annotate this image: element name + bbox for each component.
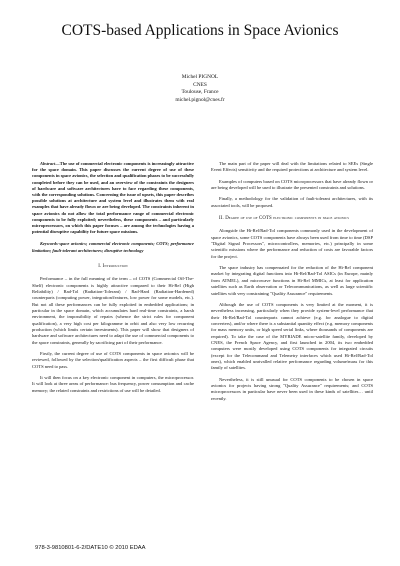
paper-title: COTS-based Applications in Space Avionics bbox=[61, 22, 339, 39]
author-block bbox=[0, 74, 400, 104]
section-heading-introduction: I. Introduction bbox=[98, 263, 128, 269]
keywords bbox=[32, 241, 194, 253]
abstract-label: Abstract bbox=[40, 161, 56, 166]
paragraph: Although the use of COTS components is very limited at the moment, it is nevertheless increasing, particularly when they provide system-level performance that their Hi-Rel/Rad-Tol counterparts cannot achieve (e.g. for analogue to digital converters), and/or where there is a substantial quantity effect (e.g. memory components for mass memory units, or high speed serial links, where thousands of components are required). To take the case of the MYRIADE micro-satellite family, developed by CNES, the French Space Agency, and first launched in 2004, its two embedded computers were mostly developed using COTS components for integrated circuits (except for the Telecommand and Telemetry interfaces which used Hi-Rel/Rad-Tol ones), which enabled unrivalled relative performance regarding volume/mass for this family of satellites. bbox=[211, 301, 373, 371]
keywords-text: -space avionics; commercial electronic components; COTS; performance limitation; fault-tolerant architectures; disruptive technology bbox=[32, 241, 194, 253]
paragraph: Alongside the Hi-Rel/Rad-Tol components commonly used in the development of space avionics, some COTS components have always been used from time to time (DSP "Digital Signal Processors", microcontrollers, memories, etc.) principally in some scientific missions where the performance and reduction of costs are favorable factors for the project. bbox=[211, 228, 373, 259]
abstract-text: —The use of commercial electronic components is increasingly attractive for the space domain. This paper discusses the current degree of use of these components in space avionics, the selection and qualification phases to be successfully completed before they can be used, and an overview of the constraints the designers of hardware and software architectures have to face regarding these components, with the corresponding solutions. Concerning the issue of upsets, this paper describes possible solutions at architecture and system level and illustrates them with real examples that have already flown or are being developed. The constraints inherent in space avionics do not allow the total performance range of commercial electronic components to be fully exploited; nevertheless, these components – and particularly microprocessors, on which this paper focuses – are among the technologies having a potential disruptive capability for future space missions. bbox=[32, 161, 194, 235]
paragraph: The main part of the paper will deal with the limitations related to SEEs (Single Event Effects) sensitivity and the required protections at architecture and system level. bbox=[211, 161, 373, 173]
paragraph: Nevertheless, it is still unusual for COTS components to be chosen in space avionics for projects having strong "Quality Assurance" requirements; and COTS microprocessors in particular have never been used in these kinds of satellites… until recently. bbox=[211, 376, 373, 401]
right-column bbox=[211, 161, 373, 407]
left-column bbox=[32, 161, 194, 399]
paragraph: The space industry has compensated for the reduction of the Hi-Rel component market by integrating digital functions into Hi-Rel/Rad-Tol ASICs (in Europe, mainly from ATMEL), and microwave functions in Hi-Rel MMICs, at least for application satellites such as Earth observation or Telecommunications, as well as large scientific satellites with very constraining "Quality Assurance" requirements. bbox=[211, 265, 373, 296]
author-email: michel.pignol@cnes.fr bbox=[175, 96, 225, 103]
paragraph: Performance – in the full meaning of the term – of COTS (Commercial Off-The-Shelf) electronic components is highly attractive compared to their Hi-Rel (High Reliability) / Rad-Tol (Radiation-Tolerant) / Rad-Hard (Radiation-Hardened) counterparts (computing power, integration/features, low power for some models, etc.). But not all these performances can be fully exploited in embedded applications; in particular in the space domain, which accumulates hard real-time constraints, a harsh environment, the impossibility of repairs (whence the strict rules for component qualification), a very high cost per kilogramme in orbit and also very low recurring production (which limits certain investments). This paper will show that designers of hardware and software architectures need to adapt the use of commercial components to the space constraints, generally by sacrificing part of their performance. bbox=[32, 276, 194, 345]
abstract bbox=[32, 161, 194, 235]
paragraph: Finally, a methodology for the validation of fault-tolerant architectures, with its associated tools, will be proposed. bbox=[211, 196, 373, 208]
copyright-footer: 978-3-9810801-6-2/DATE10 © 2010 EDAA bbox=[35, 545, 146, 551]
paragraph: Examples of computers based on COTS microprocessors that have already flown or are being developed will be used to illustrate the presented constraints and solutions. bbox=[211, 178, 373, 191]
author-name: Michel PIGNOL bbox=[181, 74, 219, 80]
keywords-label: Keywords bbox=[40, 241, 58, 247]
author-affiliation: CNES bbox=[193, 81, 207, 88]
author-location: Toulouse, France bbox=[181, 89, 219, 96]
paragraph: Firstly, the current degree of use of COTS components in space avionics will be reviewed, followed by the selection/qualification aspects – the first difficult phase that COTS need to pass. bbox=[32, 350, 194, 369]
section-heading-degree-of-use: II. Degree of use of COTS electronic components in space avionics bbox=[219, 216, 350, 222]
paragraph: It will then focus on a key electronic component in computers, the microprocessor. It will look at three areas of performance: bus frequency, power consumption and cache memory; the related constraints and restrictions of use will be detailed. bbox=[32, 375, 194, 393]
